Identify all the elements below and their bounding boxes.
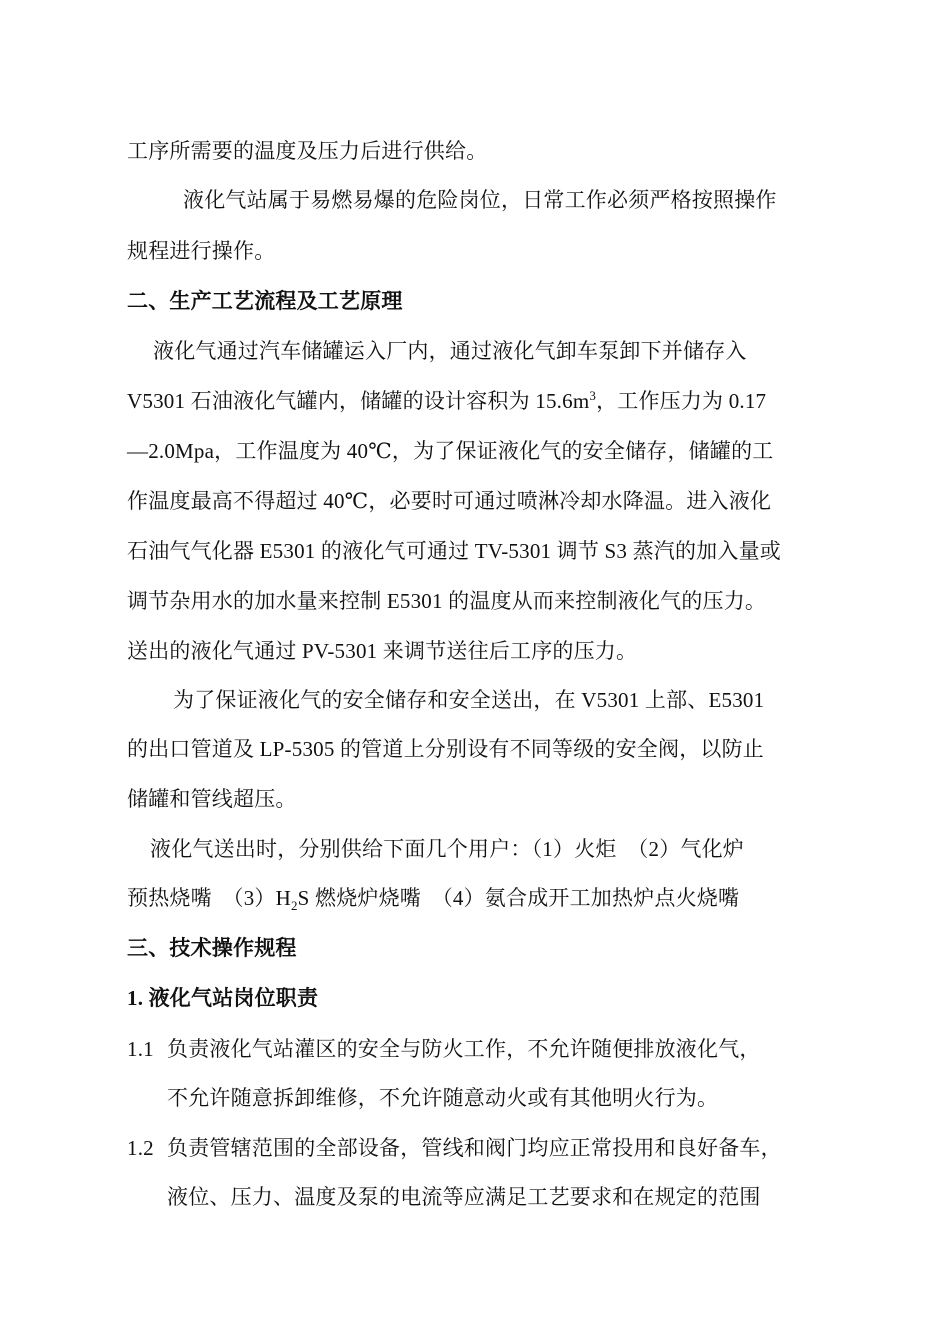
subscript: 2 [290,898,298,914]
text-run: 预热烧嘴 （3）H [127,886,291,910]
paragraph-line: 作温度最高不得超过 40℃，必要时可通过喷淋冷却水降温。进入液化 [127,489,772,513]
list-item-text: 负责管辖范围的全部设备，管线和阀门均应正常投用和良好备车， [167,1136,782,1160]
paragraph-line: 规程进行操作。 [127,239,276,263]
text-run: S 燃烧炉烧嘴 （4）氨合成开工加热炉点火烧嘴 [297,886,740,910]
list-item-number: 1.2 [127,1136,154,1160]
paragraph-line: 液化气送出时，分别供给下面几个用户：（1）火炬 （2）气化炉 [150,837,744,861]
paragraph-line [127,883,827,913]
paragraph-line: 工序所需要的温度及压力后进行供给。 [127,139,488,163]
section-heading-2: 二、生产工艺流程及工艺原理 [127,289,403,313]
paragraph-line: 液化气通过汽车储罐运入厂内，通过液化气卸车泵卸下并储存入 [153,339,747,363]
subsection-heading: 1. 液化气站岗位职责 [127,986,319,1010]
superscript: 3 [589,388,597,403]
paragraph-line: 送出的液化气通过 PV-5301 来调节送往后工序的压力。 [127,639,638,663]
list-item-text: 液位、压力、温度及泵的电流等应满足工艺要求和在规定的范围 [167,1185,761,1209]
list-item-number: 1.1 [127,1037,154,1061]
text-run: ，工作压力为 0.17 [596,389,767,413]
paragraph-line: 为了保证液化气的安全储存和安全送出，在 V5301 上部、E5301 [173,688,765,712]
paragraph-line: 石油气气化器 E5301 的液化气可通过 TV-5301 调节 S3 蒸汽的加入量或 [127,539,781,563]
section-heading-3: 三、技术操作规程 [127,936,297,960]
paragraph-line [127,386,827,416]
list-item-text: 不允许随意拆卸维修，不允许随意动火或有其他明火行为。 [167,1086,719,1110]
paragraph-line: 调节杂用水的加水量来控制 E5301 的温度从而来控制液化气的压力。 [127,589,767,613]
paragraph-line: 的出口管道及 LP-5305 的管道上分别设有不同等级的安全阀，以防止 [127,737,764,761]
paragraph-line: —2.0Mpa，工作温度为 40℃，为了保证液化气的安全储存，储罐的工 [127,439,774,463]
paragraph-line: 储罐和管线超压。 [127,787,297,811]
text-run: V5301 石油液化气罐内，储罐的设计容积为 15.6m [127,389,590,413]
list-item-text: 负责液化气站灌区的安全与防火工作，不允许随便排放液化气， [167,1037,761,1061]
paragraph-line: 液化气站属于易燃易爆的危险岗位，日常工作必须严格按照操作 [183,188,777,212]
